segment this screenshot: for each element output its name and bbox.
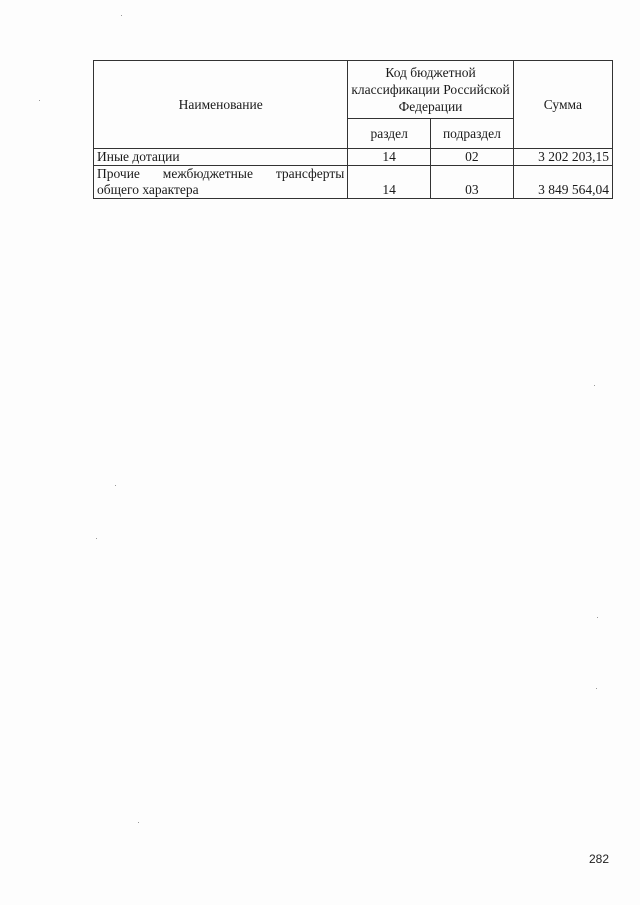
row-sum: 3 202 203,15 [513, 149, 612, 166]
header-name: Наименование [94, 61, 348, 149]
row-sum: 3 849 564,04 [513, 166, 612, 199]
header-code-group: Код бюджетной классификации Российской Федерации [348, 61, 513, 119]
scan-speck [594, 385, 595, 386]
scan-speck [596, 688, 597, 689]
scan-speck [39, 100, 40, 101]
scan-speck [115, 485, 116, 486]
row-subsection: 02 [431, 149, 514, 166]
budget-table [93, 60, 613, 199]
header-section: раздел [348, 119, 431, 149]
scan-speck [96, 538, 97, 539]
row-section: 14 [348, 149, 431, 166]
scan-speck [597, 617, 598, 618]
scan-speck [121, 15, 122, 16]
header-subsection: подраздел [431, 119, 514, 149]
table-row [94, 149, 613, 166]
row-name: Иные дотации [94, 149, 348, 166]
scan-speck [138, 822, 139, 823]
page-number: 282 [588, 852, 609, 866]
row-name: Прочие межбюджетные трансферты общего характера [94, 166, 348, 199]
table-row [94, 166, 613, 199]
row-section: 14 [348, 166, 431, 199]
header-sum: Сумма [513, 61, 612, 149]
row-subsection: 03 [431, 166, 514, 199]
